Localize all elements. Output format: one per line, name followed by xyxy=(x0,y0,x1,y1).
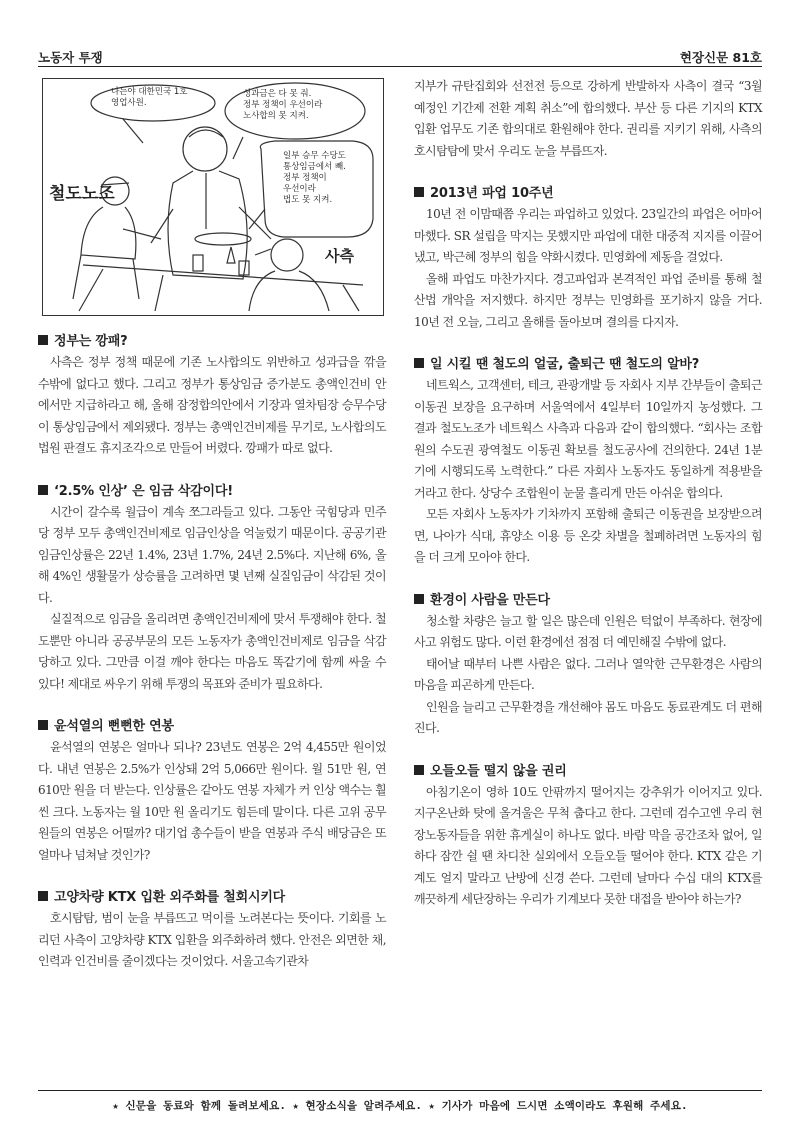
issue-label: 현장신문 81호 xyxy=(679,50,762,65)
square-bullet-icon xyxy=(38,891,48,901)
article-environment xyxy=(414,589,762,740)
cartoon-illustration xyxy=(42,78,384,316)
article-cold-rights xyxy=(414,760,762,911)
footer-notice: ★ 신문을 동료와 함께 돌려보세요. ★ 현장소식을 알려주세요. ★ 기사가 마음에 드시면 소액이라도 후원해 주세요. xyxy=(112,1100,688,1112)
article-title: 2013년 파업 10주년 xyxy=(414,182,762,201)
article-paragraph: 청소할 차량은 늘고 할 일은 많은데 인원은 턱없이 부족하다. 현장에 사고 위험도 많다. 이런 환경에선 점점 더 예민해질 수밖에 없다. xyxy=(414,613,762,649)
article-title: 고양차량 KTX 입환 외주화를 철회시키다 xyxy=(38,886,386,905)
article-paragraph: 올해 파업도 마찬가지다. 경고파업과 본격적인 파업 준비를 통해 철산법 개악을 저지했다. 하지만 정부는 민영화를 포기하지 않을 거다. 10년 전 오늘, 그리고 올해를 돌아보며 결의를 다지자. xyxy=(414,271,762,329)
bubble-ceo: 성과금은 다 못 줘. 정부 정책이 우선이라 노사합의 못 지켜. xyxy=(243,89,323,121)
article-title: 정부는 깡패? xyxy=(38,330,386,349)
article-gov-gangster xyxy=(38,330,386,460)
article-ktx-outsourcing-cont xyxy=(414,76,762,162)
square-bullet-icon xyxy=(414,358,424,368)
header-divider xyxy=(38,66,762,67)
article-paragraph: 태어날 때부터 나쁜 사람은 없다. 그러나 열악한 근무환경은 사람의 마음을 피곤하게 만든다. xyxy=(414,656,762,692)
article-paragraph: 지부가 규탄집회와 선전전 등으로 강하게 반발하자 사측이 결국 “3월 예정인 기간제 전환 계획 취소”에 합의했다. 부산 등 다른 기지의 KTX 입환 업무도 기존 합의대로 환원해야 한다. 권리를 지키기 위해, 사측의 호시탐탐에 맞서 우리도 눈을 부릅뜨자. xyxy=(414,79,762,158)
bubble-management: 일부 승무 수당도 통상임금에서 빼. 정부 정책이 우선이라 법도 못 지켜. xyxy=(283,151,346,205)
label-management: 사측 xyxy=(325,247,354,265)
article-title: 오들오들 떨지 않을 권리 xyxy=(414,760,762,779)
article-wage-cut xyxy=(38,480,386,696)
square-bullet-icon xyxy=(38,485,48,495)
square-bullet-icon xyxy=(38,720,48,730)
article-paragraph: 10년 전 이맘때쯤 우리는 파업하고 있었다. 23일간의 파업은 어마어마했다. SR 설립을 막지는 못했지만 파업에 대한 대중적 지지를 이끌어냈고, 박근혜 정부의 힘을 약화시켰다. 민영화에 제동을 걸었다. xyxy=(414,207,762,264)
article-title: 일 시킬 땐 철도의 얼굴, 출퇴근 땐 철도의 알바? xyxy=(414,353,762,372)
article-paragraph: 윤석열의 연봉은 얼마나 되나? 23년도 연봉은 2억 4,455만 원이었다. 내년 연봉은 2.5%가 인상돼 2억 5,066만 원이다. 월 51만 원, 연 610만 원을 더 받는다. 인상률은 같아도 연봉 자체가 커 인상 액수는 훨씬 크다. 노동자는 월 10만 원 올리기도 힘든데 말이다. 다른 고위 공무원들의 연봉은 어떨까? 대기업 총수들이 받을 연봉과 주식 배당금은 또 얼마나 넘쳐날 것인가? xyxy=(38,740,386,862)
square-bullet-icon xyxy=(38,335,48,345)
article-paragraph: 실질적으로 임금을 올리려면 총액인건비제에 맞서 투쟁해야 한다. 철도뿐만 아니라 공공부문의 모든 노동자가 총액인건비제로 임금을 삭감당하고 있다. 그만큼 이걸 깨야 한다는 마음도 똑같기에 함께 싸울 수 있다! 제대로 싸우기 위해 투쟁의 목표와 준비가 필요하다. xyxy=(38,612,386,691)
article-paragraph: 사측은 정부 정책 때문에 기존 노사합의도 위반하고 성과급을 깎을 수밖에 없다고 했다. 그리고 정부가 통상임금 증가분도 총액인건비 안에서만 지급하라고 해, 올해 잠정합의안에서 기장과 열차팀장 승무수당이 통상임금에서 제외됐다. 정부는 총액인건비제를 무기로, 노사합의도 법원 판결도 휴지조각으로 만들어 버렸다. 깡패가 따로 없다. xyxy=(38,355,386,455)
right-column xyxy=(414,76,762,911)
article-paragraph: 모든 자회사 노동자가 기차까지 포함해 출퇴근 이동권을 보장받으려면, 나아가 식대, 휴양소 이용 등 온갖 차별을 철폐하려면 노동자의 힘을 더 크게 모아야 한다. xyxy=(414,507,762,564)
article-commute-rights xyxy=(414,353,762,569)
label-union: 철도노조 xyxy=(49,184,115,204)
article-title: 윤석열의 뻔뻔한 연봉 xyxy=(38,715,386,734)
square-bullet-icon xyxy=(414,765,424,775)
page-header xyxy=(38,44,762,66)
article-ktx-outsourcing xyxy=(38,886,386,973)
section-label: 노동자 투쟁 xyxy=(38,50,103,65)
article-paragraph: 시간이 갈수록 월급이 계속 쪼그라들고 있다. 그동안 국힘당과 민주당 정부 모두 총액인건비제로 임금인상을 억눌렀기 때문이다. 공공기관 임금인상률은 22년 1.4%, 23년 1.7%, 24년 2.5%다. 지난해 6%, 올해 4%인 생활물가 상승률을 고려하면 몇 년째 실질임금이 삭감된 것이다. xyxy=(38,504,386,605)
left-column xyxy=(38,76,386,973)
article-paragraph: 호시탐탐, 범이 눈을 부릅뜨고 먹이를 노려본다는 뜻이다. 기회를 노리던 사측이 고양차량 KTX 입환을 외주화하려 했다. 안전은 외면한 채, 인력과 인건비를 줄이겠다는 것이었다. 서울고속기관차 xyxy=(38,911,386,968)
article-president-salary xyxy=(38,715,386,866)
article-paragraph: 인원을 늘리고 근무환경을 개선해야 몸도 마음도 동료관계도 더 편해진다. xyxy=(414,699,762,735)
article-title: 환경이 사람을 만든다 xyxy=(414,589,762,608)
article-2013-strike xyxy=(414,182,762,333)
article-paragraph: 네트웍스, 고객센터, 테크, 관광개발 등 자회사 지부 간부들이 출퇴근 이동권 보장을 요구하며 서울역에서 4일부터 10일까지 농성했다. 그 결과 철도노조가 네트웍스 사측과 다음과 같이 합의했다. “회사는 조합원의 수도권 광역철도 이동권 확보를 철도공사에 건의한다. 24년 1분기에 시행되도록 노력한다.” 다른 자회사 노동자도 동일하게 적용받을 거라고 한다. 상당수 조합원이 눈물 흘리게 만든 아쉬운 합의다. xyxy=(414,378,762,500)
footer-divider xyxy=(38,1090,762,1091)
article-paragraph: 아침기온이 영하 10도 안팎까지 떨어지는 강추위가 이어지고 있다. 지구온난화 탓에 올겨울은 무척 춥다고 한다. 그런데 검수고엔 우리 현장노동자들을 위한 휴게실이 하나도 없다. 바람 막을 공간조차 없어, 일하다 잠깐 쉴 땐 차디찬 실외에서 오들오들 떨어야 한다. KTX 같은 기계도 얼지 말라고 난방에 신경 쓴다. 그런데 날마다 수십 대의 KTX를 깨끗하게 세단장하는 우리가 기계보다 못한 대접을 받아야 하는가? xyxy=(414,784,762,906)
bubble-president: 나는야 대한민국 1호 영업사원. xyxy=(111,87,188,108)
article-title: ‘2.5% 인상’ 은 임금 삭감이다! xyxy=(38,480,386,499)
square-bullet-icon xyxy=(414,594,424,604)
square-bullet-icon xyxy=(414,187,424,197)
